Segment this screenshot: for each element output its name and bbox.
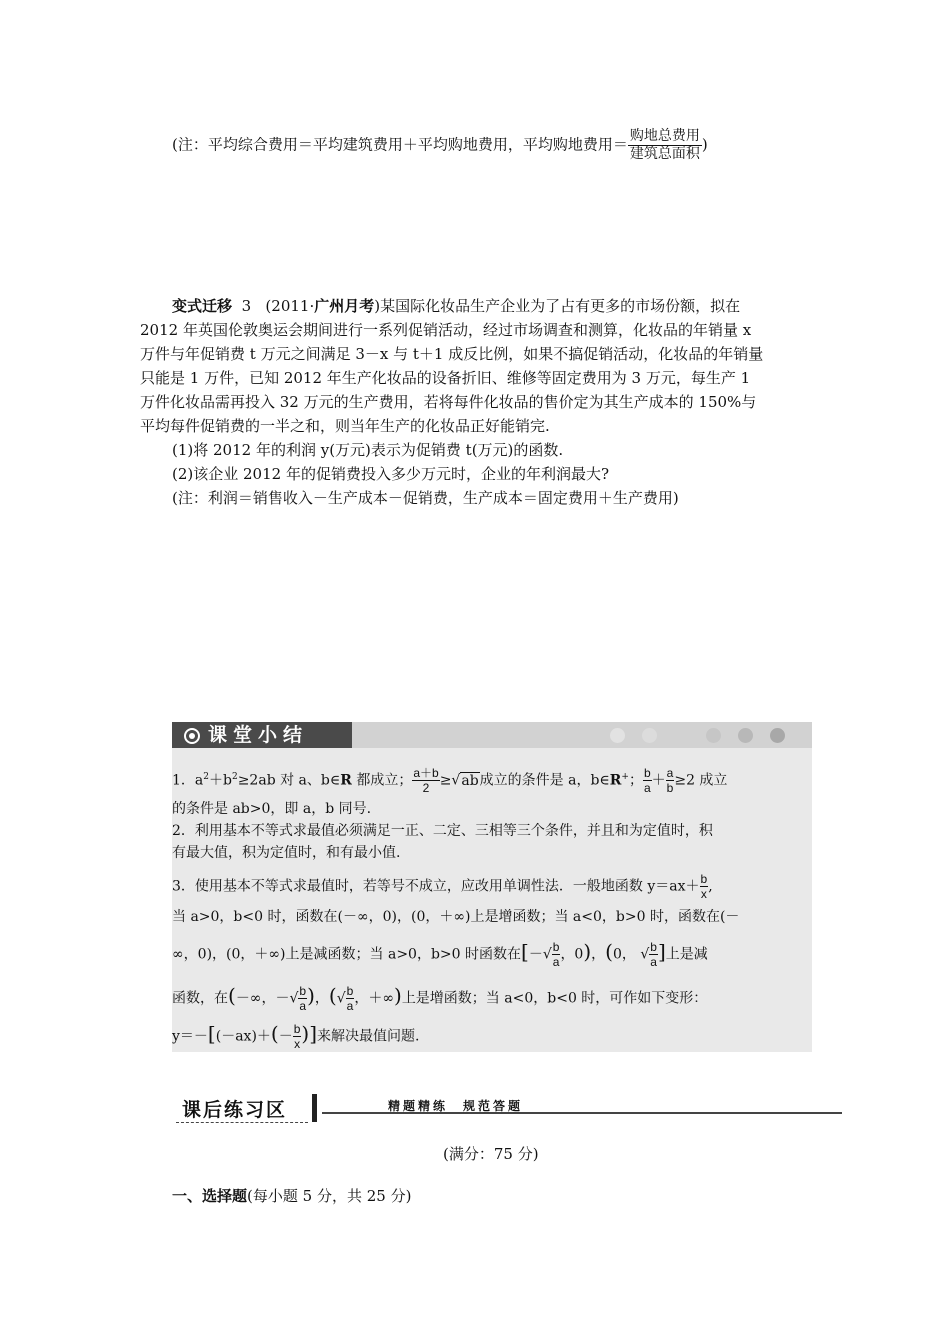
variant-question-2: (2)该企业 2012 年的促销费投入多少万元时，企业的年利润最大? <box>172 465 610 483</box>
decor-dot-6 <box>770 728 785 743</box>
summary-item-2-line-2: 有最大值，积为定值时，和有最小值. <box>172 845 401 861</box>
variant-heading-line: 变式迁移 3 (2011·广州月考)某国际化妆品生产企业为了占有更多的市场份额，拟在 <box>172 297 741 315</box>
variant-line-5: 平均每件促销费的一半之和，则当年生产的化妆品正好能销完. <box>140 417 550 435</box>
summary-item-3-line-2: 当 a>0，b<0 时，函数在(－∞，0)，(0，＋∞)上是增函数；当 a<0，b>0 时，函数在(－ <box>172 909 740 925</box>
variant-line-4: 万件化妆品需再投入 32 万元的生产费用，若将每件化妆品的售价定为其生产成本的 150%与 <box>140 393 757 411</box>
fraction-land-cost: $\frac{\text{购地总费用}}{\text{建筑总面积}}$ <box>629 128 700 162</box>
variant-question-1: (1)将 2012 年的利润 y(万元)表示为促销费 t(万元)的函数. <box>172 441 564 459</box>
summary-item-1-line-1: 1．$a^2+b^2\ge 2ab$ 对 a、b∈R 都成立； $\frac{a+b}{2}$ ≥√ab成立的条件是 a，b∈R+； $\frac{b}{a}$ ＋ $\frac{a}{b}$ ≥2 成立 <box>172 766 728 796</box>
note-average-cost: (注：平均综合费用＝平均建筑费用＋平均购地费用，平均购地费用＝ $\frac{\text{购地总费用}}{\text{建筑总面积}}$ ) <box>172 128 708 162</box>
homework-rule <box>322 1112 842 1114</box>
summary-item-1-line-2: 的条件是 ab>0，即 a，b 同号. <box>172 801 372 817</box>
target-icon <box>184 728 200 744</box>
homework-subtitle: 精题精练 规范答题 <box>388 1099 524 1113</box>
summary-item-3-line-1: 3．使用基本不等式求最值时，若等号不成立，应改用单调性法．一般地函数 y＝ax＋ $\frac{b}{x}$ , <box>172 872 713 901</box>
full-score: (满分：75 分) <box>443 1145 539 1163</box>
fraction-mean: $\frac{a+b}{2}$ <box>413 766 439 796</box>
summary-title-tab: 课堂小结 <box>172 722 352 748</box>
variant-line-2: 万件与年促销费 t 万元之间满足 3－x 与 t＋1 成反比例，如果不搞促销活动，化妆品的年销量 <box>140 345 764 363</box>
variant-note: (注：利润＝销售收入－生产成本－促销费，生产成本＝固定费用＋生产费用) <box>172 489 679 507</box>
summary-item-3-line-5: y＝－[(－ax)＋(－ $\frac{b}{x}$ )]来解决最值问题. <box>172 1021 420 1051</box>
decor-dot-5 <box>738 728 753 743</box>
summary-item-3-line-4: 函数，在(－∞，－√ $\frac{b}{a}$ )，(√ $\frac{b}{a}$ ，＋∞)上是增函数；当 a<0，b<0 时，可作如下变形： <box>172 983 708 1013</box>
variant-line-3: 只能是 1 万件，已知 2012 年生产化妆品的设备折旧、维修等固定费用为 3 万元，每生产 1 <box>140 369 751 387</box>
homework-divider-bar <box>312 1094 317 1122</box>
variant-line-1: 2012 年英国伦敦奥运会期间进行一系列促销活动，经过市场调查和测算，化妆品的年销量 x <box>140 321 752 339</box>
decor-dot-3 <box>674 728 689 743</box>
section-choice-heading: 一、选择题(每小题 5 分，共 25 分) <box>172 1187 412 1205</box>
homework-title: 课后练习区 <box>182 1099 288 1121</box>
summary-item-3-line-3: ∞，0)，(0，＋∞)上是减函数；当 a>0，b>0 时函数在[－√ $\frac{b}{a}$ ，0)，(0， √ $\frac{b}{a}$ ]上是减 <box>172 939 708 969</box>
decor-dot-4 <box>706 728 721 743</box>
decor-dot-2 <box>642 728 657 743</box>
summary-item-2-line-1: 2．利用基本不等式求最值必须满足一正、二定、三相等三个条件，并且和为定值时，积 <box>172 823 713 839</box>
decor-dot-1 <box>610 728 625 743</box>
homework-title-underline <box>176 1122 308 1123</box>
